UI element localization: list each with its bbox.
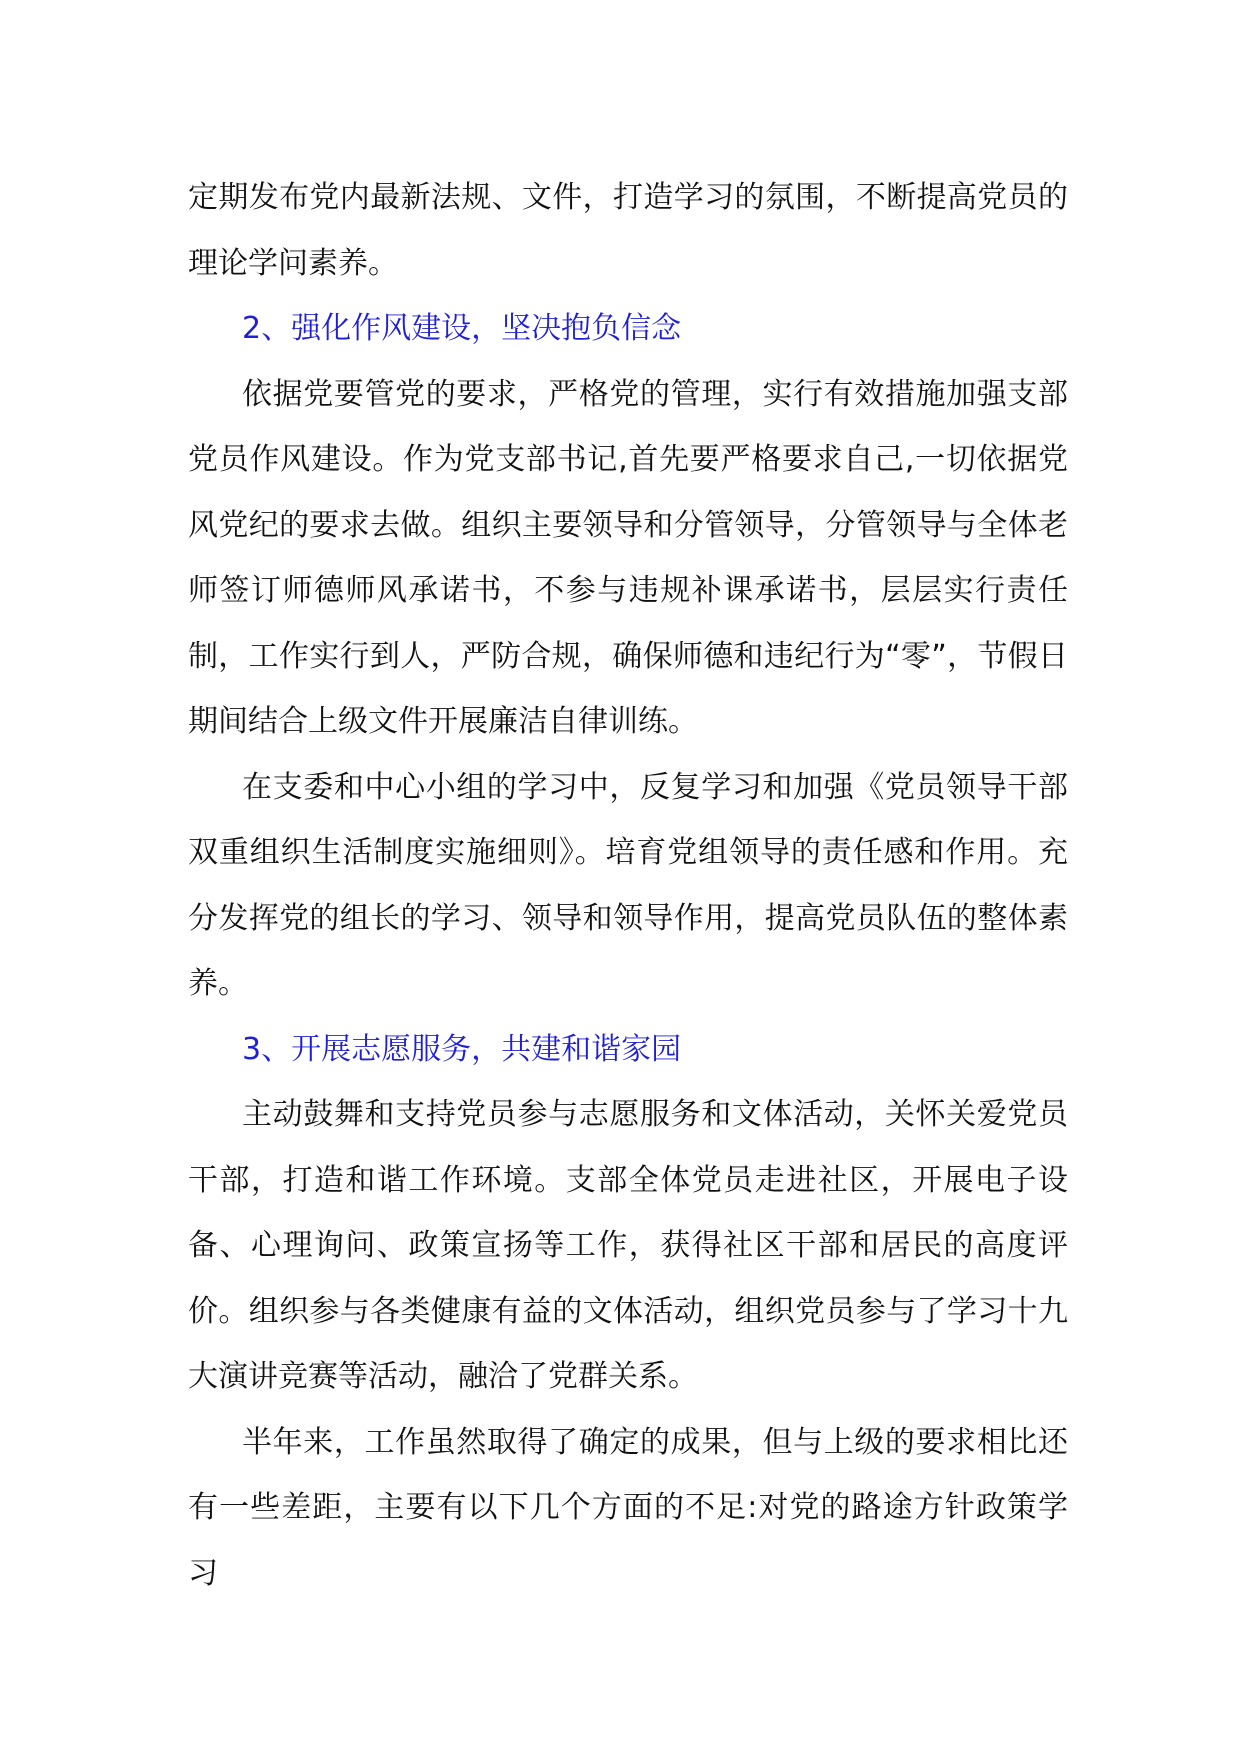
- paragraph-summary: 半年来，工作虽然取得了确定的成果，但与上级的要求相比还有一些差距，主要有以下几个方面的不足:对党的路途方针政策学习: [188, 1424, 1068, 1591]
- document-body: [188, 165, 1068, 1606]
- paragraph-continued: 定期发布党内最新法规、文件，打造学习的氛围，不断提高党员的理论学问素养。: [188, 180, 1068, 281]
- section-heading-3: 3、开展志愿服务，共建和谐家园: [242, 1031, 682, 1067]
- paragraph-style-building: 依据党要管党的要求，严格党的管理，实行有效措施加强支部党员作风建设。作为党支部书记,首先要严格要求自己,一切依据党风党纪的要求去做。组织主要领导和分管领导，分管领导与全体老师签订师德师风承诺书，不参与违规补课承诺书，层层实行责任制，工作实行到人，严防合规，确保师德和违纪行为“零”，节假日期间结合上级文件开展廉洁自律训练。: [188, 376, 1068, 739]
- paragraph-study-rules: 在支委和中心小组的学习中，反复学习和加强《党员领导干部双重组织生活制度实施细则》。培育党组领导的责任感和作用。充分发挥党的组长的学习、领导和领导作用，提高党员队伍的整体素养。: [188, 769, 1068, 1001]
- section-heading-2: 2、强化作风建设，坚决抱负信念: [242, 311, 682, 346]
- paragraph-volunteer-service: 主动鼓舞和支持党员参与志愿服务和文体活动，关怀关爱党员干部，打造和谐工作环境。支部全体党员走进社区，开展电子设备、心理询问、政策宣扬等工作，获得社区干部和居民的高度评价。组织参与各类健康有益的文体活动，组织党员参与了学习十九大演讲竞赛等活动，融洽了党群关系。: [188, 1097, 1068, 1394]
